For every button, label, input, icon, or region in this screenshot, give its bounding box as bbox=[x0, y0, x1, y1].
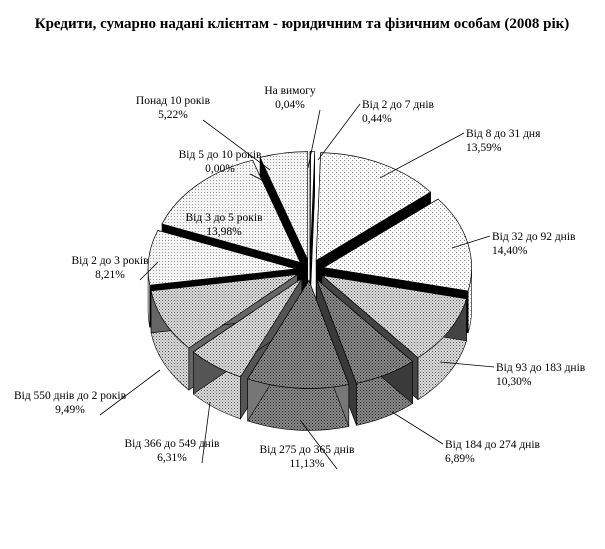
slice-label bbox=[466, 128, 541, 154]
chart-title: Кредити, сумарно надані клієнтам - юридичним та фізичним особам (2008 рік) bbox=[34, 16, 570, 32]
slice-label-name: Від 3 до 5 років bbox=[185, 212, 263, 224]
slice-label bbox=[136, 95, 211, 121]
slice-label-value: 5,22% bbox=[158, 109, 188, 121]
slice-label bbox=[264, 85, 316, 111]
slice-label bbox=[496, 362, 586, 388]
slice-label-value: 13,59% bbox=[466, 142, 502, 154]
slice-label bbox=[492, 231, 576, 257]
slice-label-name: Від 2 до 7 днів bbox=[362, 99, 434, 111]
slice-label bbox=[125, 438, 221, 464]
slice-label-value: 0,44% bbox=[362, 113, 392, 125]
slice-label-name: Від 275 до 365 днів bbox=[259, 444, 355, 456]
slice-label-name: Від 93 до 183 днів bbox=[496, 362, 586, 374]
slice-label-name: Від 366 до 549 днів bbox=[124, 438, 220, 450]
slice-label-name: Від 184 до 274 днів bbox=[445, 439, 540, 451]
slice-label-name: Від 32 до 92 днів bbox=[492, 231, 576, 243]
slice-label bbox=[71, 255, 149, 281]
slice-label-value: 0,04% bbox=[275, 99, 305, 111]
slice-label-name: На вимогу bbox=[264, 85, 316, 97]
leader-line bbox=[202, 402, 210, 463]
leader-line bbox=[380, 133, 464, 178]
slice-label-value: 14,40% bbox=[492, 245, 528, 257]
slice-label bbox=[14, 390, 127, 416]
slice-label-name: Від 550 днів до 2 років bbox=[13, 390, 127, 402]
slice-label bbox=[260, 444, 356, 470]
slice-label-value: 11,13% bbox=[289, 458, 325, 470]
slice-label-value: 13,98% bbox=[206, 226, 242, 238]
slice-label-value: 10,30% bbox=[496, 376, 532, 388]
pie-slice bbox=[310, 152, 314, 302]
slice-label-name: Від 8 до 31 дня bbox=[466, 128, 541, 140]
slice-label-value: 6,89% bbox=[445, 453, 475, 465]
slice-label-value: 9,49% bbox=[55, 404, 85, 416]
slice-label bbox=[445, 439, 541, 465]
slice-label-name: Понад 10 років bbox=[135, 95, 211, 107]
leader-line bbox=[392, 412, 443, 444]
slice-label-value: 0,00% bbox=[205, 163, 235, 175]
pie-slices bbox=[148, 152, 472, 431]
slice-label-name: Від 5 до 10 років bbox=[178, 149, 262, 161]
slice-label-value: 8,21% bbox=[95, 269, 125, 281]
slice-label bbox=[362, 99, 435, 125]
slice-label-value: 6,31% bbox=[157, 452, 187, 464]
leader-line bbox=[318, 104, 360, 160]
slice-label-name: Від 2 до 3 років bbox=[71, 255, 149, 267]
